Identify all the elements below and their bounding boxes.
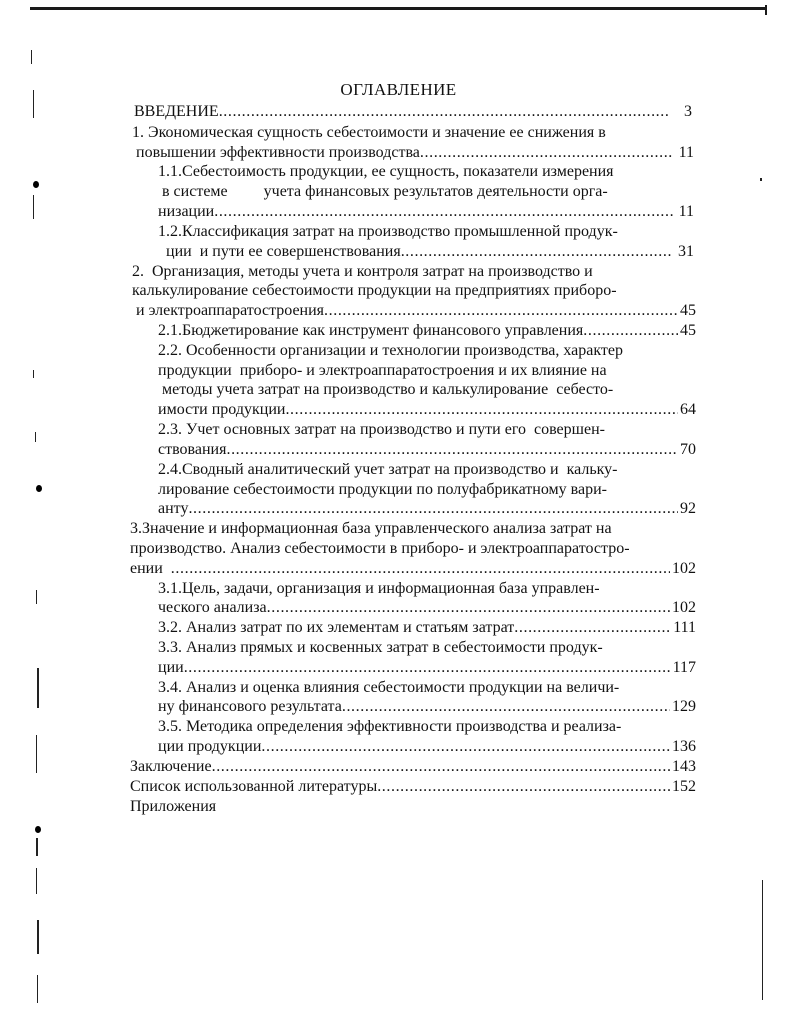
toc-entry-title: повышении эффективности производства (136, 144, 420, 161)
toc-leader-dots (267, 598, 670, 618)
toc-entry-title: ВВЕДЕНИЕ (134, 103, 219, 120)
toc-entry-3-5-line-2 (158, 737, 696, 757)
toc-entry-appendix: Приложения (130, 798, 217, 815)
toc-entry-2-2-line-3: методы учета затрат на производство и калькулирование себесто- (162, 381, 614, 398)
toc-entry-2-3-line-2 (158, 440, 696, 460)
toc-leader-dots (171, 559, 670, 579)
scan-mark (36, 735, 37, 773)
toc-entry-2-line-3 (136, 301, 696, 321)
toc-page-number: 111 (673, 619, 696, 636)
toc-entry-3-5-line-1: 3.5. Методика определения эффективности производства и реализа- (158, 718, 622, 735)
scan-top-border (30, 7, 767, 10)
scan-mark (31, 50, 32, 64)
toc-entry-title: 2.1.Бюджетирование как инструмент финансового управления (158, 322, 584, 339)
toc-page-number: 143 (672, 758, 696, 775)
toc-entry-3-4-line-2 (158, 697, 696, 717)
toc-page-number: 31 (678, 243, 694, 260)
toc-entry-title: ну финансового результата (158, 698, 342, 715)
toc-leader-dots (342, 697, 670, 717)
toc-entry-1-line-1: 1. Экономическая сущность себестоимости и значение ее снижения в (132, 124, 606, 141)
toc-entry-1-line-2 (136, 143, 694, 163)
toc-entry-title: имости продукции (158, 401, 286, 418)
toc-entry-3-1-line-1: 3.1.Цель, задачи, организация и информационная база управлен- (158, 580, 600, 597)
toc-leader-dots (214, 202, 672, 222)
toc-entry-1-2-line-2 (166, 242, 694, 262)
toc-page-number: 3 (684, 103, 692, 120)
toc-entry-3-line-3 (130, 559, 696, 579)
scan-top-border-end (765, 5, 767, 15)
toc-page-number: 92 (680, 500, 696, 517)
toc-entry-1-1-line-2: в системе учета финансовых результатов деятельности орга- (162, 183, 608, 200)
toc-entry-title: и электроаппаратостроения (136, 302, 325, 319)
toc-entry-3-1-line-2 (158, 598, 696, 618)
scan-mark (33, 195, 34, 219)
toc-page-number: 152 (672, 778, 696, 795)
scan-dot (36, 485, 42, 492)
toc-entry-2-4-line-3 (158, 499, 696, 519)
toc-entry-3-line-1: 3.Значение и информационная база управленческого анализа затрат на (130, 520, 612, 537)
toc-entry-intro (134, 102, 692, 122)
scan-mark (36, 590, 37, 604)
toc-entry-2-4-line-1: 2.4.Сводный аналитический учет затрат на производство и кальку- (158, 461, 618, 478)
toc-page-number: 64 (680, 401, 696, 418)
toc-entry-2-line-1: 2. Организация, методы учета и контроля затрат на производство и (132, 263, 593, 280)
toc-entry-title: ении (130, 560, 163, 577)
toc-entry-2-3-line-1: 2.3. Учет основных затрат на производство и пути его совершен- (158, 421, 605, 438)
toc-entry-3-line-2: производство. Анализ себестоимости в приборо- и электроаппаратостро- (130, 540, 630, 557)
toc-entry-2-4-line-2: лирование себестоимости продукции по полуфабрикатному вари- (158, 481, 607, 498)
scan-mark (760, 178, 762, 181)
toc-leader-dots (401, 242, 672, 262)
toc-leader-dots (583, 321, 678, 341)
toc-leader-dots (261, 737, 670, 757)
toc-entry-title: ческого анализа (158, 599, 267, 616)
toc-entry-2-1 (158, 321, 696, 341)
scan-mark (37, 975, 38, 1003)
toc-leader-dots (514, 618, 671, 638)
toc-entry-conclusion (130, 757, 696, 777)
toc-leader-dots (285, 400, 678, 420)
toc-entry-title: ции продукции (158, 738, 262, 755)
toc-page-number: 102 (672, 599, 696, 616)
toc-leader-dots (188, 499, 678, 519)
scan-dot (35, 826, 41, 833)
toc-leader-dots (184, 658, 671, 678)
toc-page-number: 45 (680, 322, 696, 339)
toc-entry-title: ствования (158, 441, 227, 458)
toc-entry-2-line-2: калькулирование себестоимости продукции на предприятиях приборо- (132, 282, 617, 299)
toc-entry-title: анту (158, 500, 189, 517)
toc-entry-2-2-line-2: продукции приборо- и электроаппаратостроения и их влияние на (158, 362, 607, 379)
scan-mark (35, 432, 36, 442)
toc-leader-dots (377, 777, 670, 797)
page-title: ОГЛАВЛЕНИЕ (340, 80, 457, 99)
toc-leader-dots (324, 301, 678, 321)
toc-entry-title: ции и пути ее совершенствования (166, 243, 401, 260)
toc-entry-3-3-line-1: 3.3. Анализ прямых и косвенных затрат в себестоимости продук- (158, 639, 603, 656)
toc-page-number: 129 (672, 698, 696, 715)
toc-entry-3-3-line-2 (158, 658, 696, 678)
toc-entry-1-1-line-3 (158, 202, 694, 222)
toc-page-number: 136 (672, 738, 696, 755)
toc-entry-title: 3.2. Анализ затрат по их элементам и статьям затрат (158, 619, 515, 636)
toc-entry-references (130, 777, 696, 797)
scan-mark (33, 370, 34, 378)
toc-leader-dots (420, 143, 673, 163)
toc-leader-dots (219, 102, 670, 122)
scan-mark (36, 838, 38, 856)
scan-mark (37, 668, 39, 708)
scan-mark (37, 920, 39, 954)
toc-page-number: 11 (678, 203, 694, 220)
toc-entry-1-1-line-1: 1.1.Себестоимость продукции, ее сущность, показатели измерения (158, 163, 614, 180)
toc-entry-title: Список использованной литературы (130, 778, 378, 795)
toc-page-number: 45 (680, 302, 696, 319)
toc-entry-title: Заключение (130, 758, 212, 775)
toc-leader-dots (212, 757, 670, 777)
toc-entry-1-2-line-1: 1.2.Классификация затрат на производство промышленной продук- (158, 223, 618, 240)
toc-entry-3-4-line-1: 3.4. Анализ и оценка влияния себестоимости продукции на величи- (158, 679, 620, 696)
scan-dot (33, 181, 39, 188)
toc-entry-2-2-line-4 (158, 400, 696, 420)
toc-page-number: 11 (678, 144, 694, 161)
toc-entry-title: низации (158, 203, 215, 220)
scan-mark (762, 880, 763, 1000)
toc-page-number: 102 (672, 560, 696, 577)
scan-mark (36, 868, 37, 894)
toc-leader-dots (226, 440, 678, 460)
toc-entry-title: ции (158, 659, 184, 676)
toc-entry-3-2 (158, 618, 696, 638)
toc-page-number: 117 (672, 659, 696, 676)
toc-entry-2-2-line-1: 2.2. Особенности организации и технологии производства, характер (158, 342, 623, 359)
toc-page-number: 70 (680, 441, 696, 458)
